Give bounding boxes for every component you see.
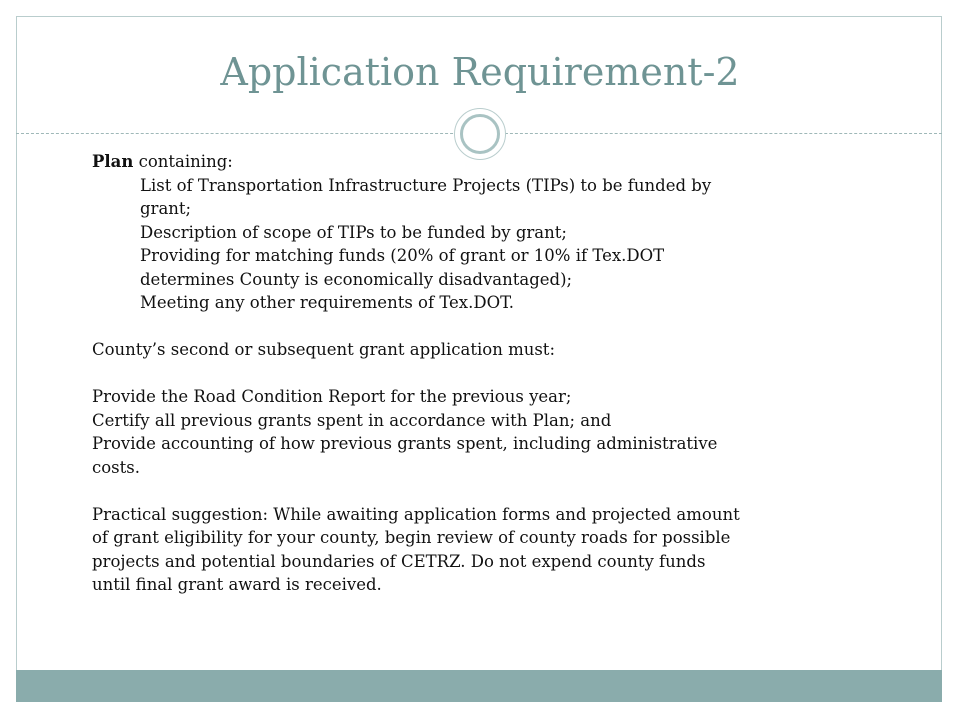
requirement-item: Provide accounting of how previous grants spent, including administrative — [92, 434, 718, 453]
suggestion-line: projects and potential boundaries of CETRZ. Do not expend county funds — [92, 551, 706, 571]
spacer — [92, 362, 852, 386]
circle-ornament-inner — [460, 114, 500, 154]
plan-item: determines County is economically disadvantaged); — [140, 269, 573, 289]
plan-heading — [92, 150, 852, 174]
plan-item: Description of scope of TIPs to be funded by grant; — [140, 222, 567, 242]
plan-item: grant; — [140, 199, 192, 218]
plan-item: Providing for matching funds (20% of grant or 10% if Tex.DOT — [140, 246, 665, 265]
suggestion-line: Practical suggestion: While awaiting application forms and projected amount — [92, 504, 740, 524]
slide-body — [92, 150, 852, 597]
suggestion-line: of grant eligibility for your county, begin review of county roads for possible — [92, 528, 731, 547]
spacer — [92, 315, 852, 339]
second-application-heading: County’s second or subsequent grant application must: — [92, 340, 555, 359]
footer-band — [16, 670, 942, 702]
plan-heading-bold: Plan — [92, 152, 134, 171]
plan-item: Meeting any other requirements of Tex.DOT. — [140, 293, 514, 312]
slide-title: Application Requirement-2 — [220, 50, 740, 94]
plan-heading-rest: containing: — [133, 152, 233, 171]
suggestion-line: until final grant award is received. — [92, 575, 382, 594]
requirement-item: Certify all previous grants spent in accordance with Plan; and — [92, 410, 612, 430]
spacer — [92, 479, 852, 503]
plan-item: List of Transportation Infrastructure Projects (TIPs) to be funded by — [140, 175, 712, 195]
requirement-item: costs. — [92, 457, 140, 477]
requirement-item: Provide the Road Condition Report for the previous year; — [92, 387, 572, 406]
